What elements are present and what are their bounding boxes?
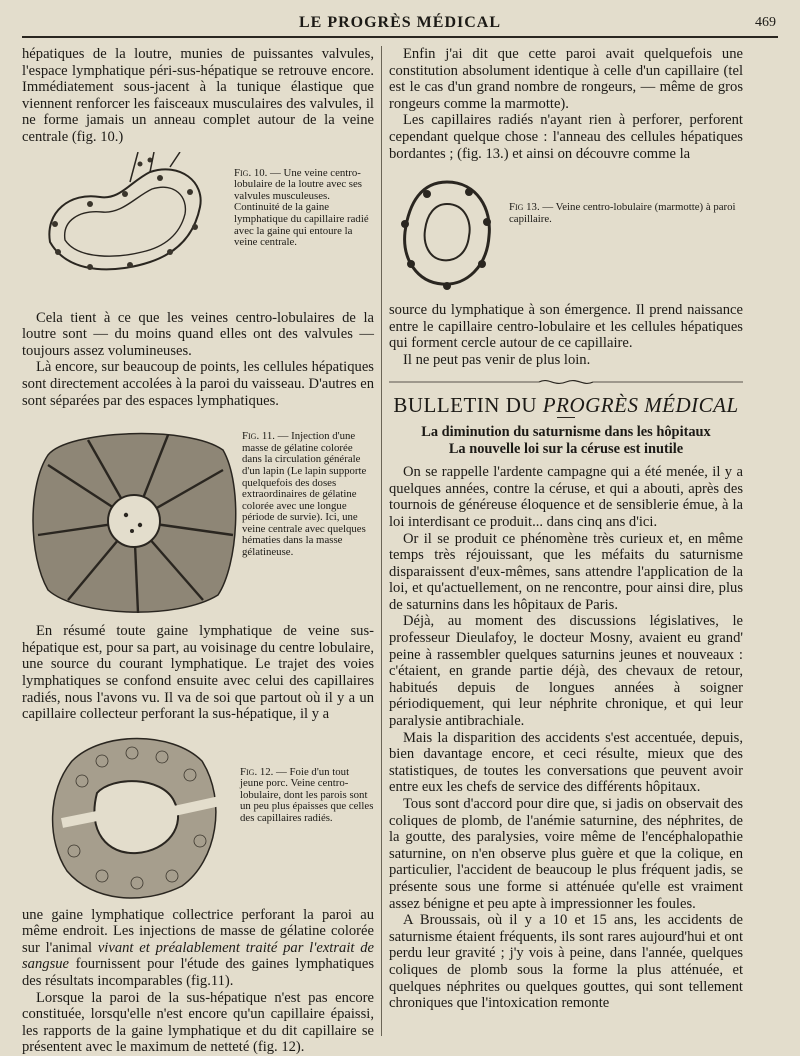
bulletin-title-plain: BULLETIN DU bbox=[393, 392, 543, 417]
figure-11-illustration bbox=[28, 425, 240, 617]
right-paragraph-3: source du lymphatique à son émergence. Il prend naissance entre le capillaire centro-lobulaire et les cellules hépatiques qui forment cercle autour de ce capillaire. bbox=[389, 302, 743, 352]
right-column bbox=[389, 46, 743, 1012]
left-paragraph-6: Lorsque la paroi de la sus-hépatique n'est pas encore constituée, lorsqu'elle n'est encore qu'un capillaire épaissi, les rapports de la gaine lymphatique et du dit capillaire se présentent avec le maximum de netteté (fig. 12). bbox=[22, 989, 374, 1056]
left-paragraph-5-part-a: une gaine lymphatique collectrice perforant la paroi au même endroit. Les injections de masse de gélatine colorée sur l'animal bbox=[22, 906, 374, 956]
bulletin-heading-2: La nouvelle loi sur la céruse est inutile bbox=[448, 441, 684, 458]
left-paragraph-5-emphasis: vivant et préalablement traité par l'extrait de sangsue bbox=[22, 939, 374, 973]
bulletin-paragraph-1: On se rappelle l'ardente campagne qui a été menée, il y a quelques années, contre la céruse, et qui a abouti, après des tournois de généreuse éloquence et de sensiblerie émue, à la loi interdisant ce produit... dans cinq ans d'ici. bbox=[389, 464, 743, 530]
bulletin-title-italic: PROGRÈS MÉDICAL bbox=[542, 392, 739, 417]
bulletin-paragraph-4: Mais la disparition des accidents s'est accentuée, depuis, bien davantage encore, et ceci résulte, mieux que des statistiques, de toutes les conversations que peuvent avoir entre eux les chefs de service des différents hôpitaux. bbox=[389, 729, 743, 796]
figure-12 bbox=[22, 723, 374, 907]
bulletin-paragraph-3: Déjà, au moment des discussions législatives, le professeur Dieulafoy, le docteur Mosny, avaient eu grand' peine à rassembler quelques saturnins jeunes et nouveaux : c'étaient, en grande partie déjà, des chevaux de retour, habitués depuis de longues années à soigner périodiquement, qui leur néphrite chronique, et qui leur paralysie antibrachiale. bbox=[389, 613, 743, 730]
column-divider bbox=[381, 46, 382, 1036]
running-header bbox=[22, 12, 778, 38]
figure-10-text: — Une veine centro-lobulaire de la loutre avec ses valvules musculeuses. Continuité de la gaine lymphatique du capillaire radié avec la gaine qui entoure la veine centrale. bbox=[234, 166, 369, 249]
right-paragraph-2: Les capillaires radiés n'ayant rien à perforer, perforent cependant quelque chose : l'anneau des cellules hépatiques bordantes ; (fig. 13.) et ainsi on découvre comme la bbox=[389, 112, 743, 162]
figure-13-text: — Veine centro-lobulaire (marmotte) à paroi capillaire. bbox=[509, 201, 736, 225]
figure-11-text: — Injection d'une masse de gélatine colorée dans la circulation générale d'un lapin (Le lapin supporte quelquefois des doses extraordinaires de gélatine colorée avec une longue période de survie). Ici, une veine centrale avec quelques hématies dans la masse gélatineuse. bbox=[242, 430, 367, 559]
figure-11 bbox=[22, 415, 374, 623]
figure-13-caption bbox=[509, 202, 741, 225]
ornament-rule bbox=[389, 377, 743, 387]
bulletin-heading-1: La diminution du saturnisme dans les hôpitaux bbox=[421, 424, 711, 441]
figure-12-text: — Foie d'un tout jeune porc. Veine centro-lobulaire, dont les parois sont un peu plus épaisses que celles des capillaires radiés. bbox=[240, 765, 374, 825]
journal-title: LE PROGRÈS MÉDICAL bbox=[298, 14, 502, 31]
figure-10 bbox=[22, 146, 374, 310]
page-number: 469 bbox=[755, 15, 776, 30]
bulletin-paragraph-5: Tous sont d'accord pour dire que, si jadis on observait des coliques de plomb, de l'anémie saturnine, des néphrites, de la goutte, des paralysies, voire même de l'encéphalopathie saturnine, on n'en observe plus guère et que la colique, en particulier, l'accident de beaucoup le plus fréquent jadis, se présente sous une forme si atténuée qu'elle est vraiment assez bénigne et peu apte à impressionner les foules. bbox=[389, 796, 743, 912]
figure-12-illustration bbox=[42, 731, 222, 901]
left-column bbox=[22, 46, 374, 1056]
figure-13-illustration bbox=[397, 174, 497, 294]
figure-13 bbox=[389, 162, 743, 302]
bulletin-title bbox=[389, 392, 743, 417]
figure-11-caption bbox=[242, 431, 374, 559]
figure-11-label: Fig. 11. bbox=[242, 430, 275, 443]
figure-10-illustration bbox=[30, 152, 230, 302]
bulletin-paragraph-6: A Broussais, où il y a 10 et 15 ans, les accidents de saturnisme étaient fréquents, ils sont rares aujourd'hui et ont perdu leur gravité ; j'y vois à peine, dans l'année, quelques coliques de plomb sous la forme la plus atténuée, et quelques néphrites ou quelques gouttes, qui sont tellement chroniques que l'intoxication remonte bbox=[389, 912, 743, 1012]
bulletin-rule bbox=[557, 417, 575, 418]
figure-12-caption bbox=[240, 767, 374, 825]
left-paragraph-5-part-b: fournissent pour l'étude des gaines lymphatiques des résultats incomparables (fig.11). bbox=[22, 956, 374, 990]
section-ornament bbox=[389, 375, 743, 385]
figure-10-label: Fig. 10. bbox=[234, 166, 268, 179]
left-paragraph-1: hépatiques de la loutre, munies de puissantes valvules, l'espace lymphatique péri-sus-hépatique se retrouve encore. Immédiatement sous-jacent à la tunique élastique que viennent renforcer les faisceaux musculaires des valvules, il ne forme jamais un anneau complet autour de la veine centrale (fig. 10.) bbox=[22, 46, 374, 145]
figure-10-caption bbox=[234, 168, 374, 249]
left-paragraph-5 bbox=[22, 907, 374, 990]
right-paragraph-1: Enfin j'ai dit que cette paroi avait quelquefois une constitution absolument identique à celle d'un capillaire (tel est le cas d'un grand nombre de rongeurs, — même de gros rongeurs comme la marmotte). bbox=[389, 46, 743, 112]
bulletin-paragraph-2: Or il se produit ce phénomène très curieux et, en même temps très réjouissant, que les méfaits du saturnisme disparaissent d'eux-mêmes, sans attendre l'application de la loi, et qu'actuellement, on ne rencontre, pour ainsi dire, plus de saturnins dans les hôpitaux de Paris. bbox=[389, 530, 743, 613]
left-paragraph-4: En résumé toute gaine lymphatique de veine sus-hépatique est, pour sa part, au voisinage du centre lobulaire, une source du courant lymphatique. Le trajet des voies lymphatiques se confond ensuite avec celui des capillaires radiés, nous l'avons vu. Il va de soi que partout où il y a un capillaire collecteur perforant la sus-hépatique, il y a bbox=[22, 623, 374, 723]
left-paragraph-2: Cela tient à ce que les veines centro-lobulaires de la loutre sont — du moins quand elles ont des valvules — toujours assez volumineuses. bbox=[22, 309, 374, 359]
left-paragraph-3: Là encore, sur beaucoup de points, les cellules hépatiques sont directement accolées à la paroi du vaisseau. D'autres en sont séparées par des espaces lymphatiques. bbox=[22, 359, 374, 409]
figure-12-label: Fig. 12. bbox=[240, 765, 274, 778]
right-paragraph-4: Il ne peut pas venir de plus loin. bbox=[403, 351, 591, 368]
figure-13-label: Fig 13. bbox=[509, 201, 540, 214]
